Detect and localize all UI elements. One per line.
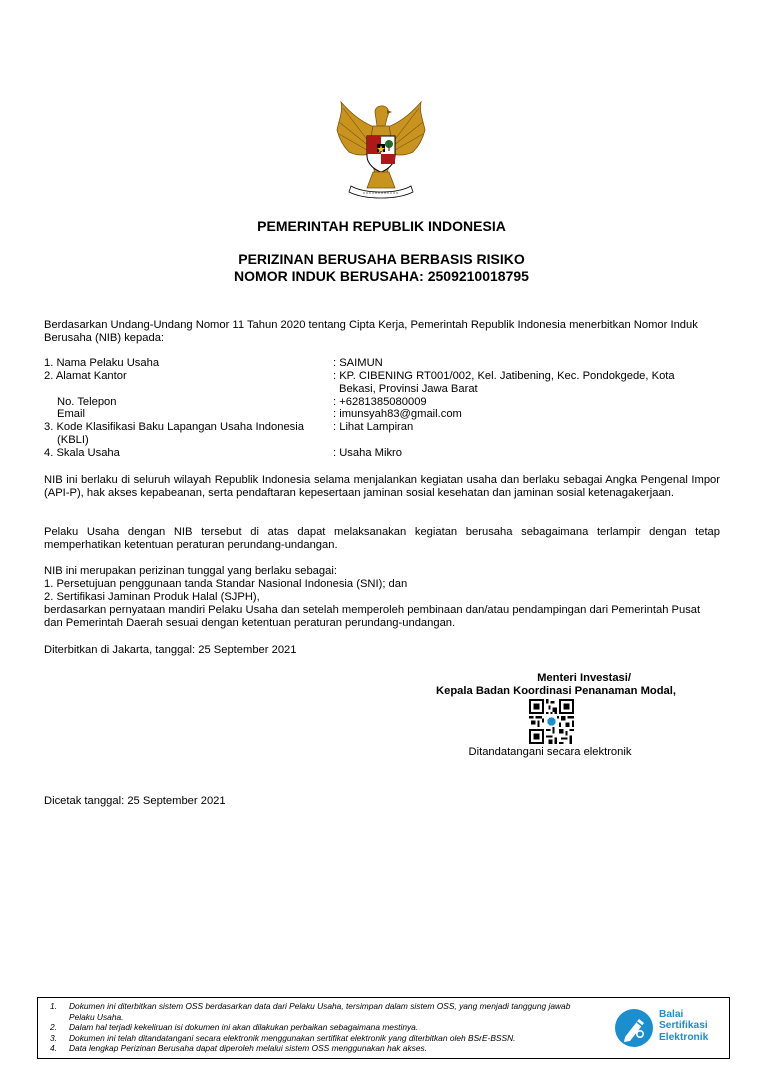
nib-number: NOMOR INDUK BERUSAHA: 2509210018795	[234, 268, 529, 284]
signatory-title: Menteri Investasi/	[537, 672, 631, 684]
field-value: : +6281385080009	[333, 396, 427, 408]
field-value: : SAIMUN	[333, 357, 383, 369]
footer-note	[50, 1043, 590, 1054]
electronic-signature-note: Ditandatangani secara elektronik	[468, 746, 632, 758]
field-value: : Lihat Lampiran	[333, 421, 414, 433]
issued-date: Diterbitkan di Jakarta, tanggal: 25 September 2021	[44, 644, 297, 656]
bsre-line: Balai	[659, 1009, 684, 1020]
footer-notes-box	[37, 997, 730, 1059]
bsre-line: Sertifikasi	[659, 1020, 708, 1032]
field-label: 4. Skala Usaha	[44, 447, 120, 459]
license-item: 2. Sertifikasi Jaminan Produk Halal (SJPH),	[44, 591, 260, 603]
field-value: Bekasi, Provinsi Jawa Barat	[339, 383, 478, 395]
validity-paragraph: NIB ini berlaku di seluruh wilayah Republik Indonesia selama menjalankan kegiatan usaha dan berlaku sebagai Angka Pengenal Impor (API-P), hak akses kepabeanan, serta pendaftaran kepesertaan jaminan sosial kesehatan dan jaminan sosial ketenagakerjaan.	[44, 474, 720, 499]
activity-paragraph: Pelaku Usaha dengan NIB tersebut di atas dapat melaksanakan kegiatan berusaha sebagaimana terlampir dengan tetap memperhatikan ketentuan peraturan perundang-undangan.	[44, 526, 720, 551]
field-label: (KBLI)	[57, 434, 89, 446]
footer-note-number: 4.	[50, 1043, 57, 1054]
bsre-line: Elektronik	[659, 1031, 709, 1043]
qr-code-icon	[529, 699, 574, 744]
footer-note-number: 3.	[50, 1032, 57, 1043]
bsre-pen-icon	[613, 1007, 655, 1049]
field-value: : Usaha Mikro	[333, 447, 403, 459]
footer-note-number: 1.	[50, 1001, 57, 1011]
license-closing: berdasarkan pernyataan mandiri Pelaku Usaha dan setelah memperoleh pembinaan dan/atau pendampingan dari Pemerintah Pusat dan Pemerintah Daerah sesuai dengan ketentuan peraturan perundang-undangan.	[44, 604, 701, 629]
footer-note-text: Dokumen ini diterbitkan sistem OSS berdasarkan data dari Pelaku Usaha, tersimpan dalam sistem OSS, yang menjadi tanggung jawab Pelaku Usaha.	[69, 1001, 571, 1022]
footer-note-text: Data lengkap Perizinan Berusaha dapat diperoleh melalui sistem OSS menggunakan hak akses.	[69, 1043, 428, 1054]
field-value: : imunsyah83@gmail.com	[333, 408, 462, 420]
intro-paragraph: Berdasarkan Undang-Undang Nomor 11 Tahun 2020 tentang Cipta Kerja, Pemerintah Republik Indonesia menerbitkan Nomor Induk Berusaha (NIB) kepada:	[44, 319, 698, 344]
footer-note	[50, 1001, 590, 1022]
footer-notes-list	[50, 1001, 590, 1054]
field-value: : KP. CIBENING RT001/002, Kel. Jatibening, Kec. Pondokgede, Kota	[333, 370, 675, 382]
printed-date: Dicetak tanggal: 25 September 2021	[44, 795, 226, 807]
footer-note	[50, 1033, 590, 1044]
footer-note-text: Dokumen ini telah ditandatangani secara elektronik menggunakan sertifikat elektronik yang diterbitkan oleh BSrE-BSSN.	[69, 1032, 516, 1043]
footer-note	[50, 1022, 590, 1033]
signatory-office: Kepala Badan Koordinasi Penanaman Modal,	[436, 685, 676, 697]
document-title: PERIZINAN BERUSAHA BERBASIS RISIKO	[238, 251, 525, 267]
license-item: 1. Persetujuan penggunaan tanda Standar Nasional Indonesia (SNI); dan	[44, 578, 408, 590]
bsre-name	[659, 1009, 708, 1043]
license-intro: NIB ini merupakan perizinan tunggal yang berlaku sebagai:	[44, 565, 337, 577]
footer-note-number: 2.	[50, 1022, 57, 1033]
government-heading: PEMERINTAH REPUBLIK INDONESIA	[257, 218, 506, 234]
field-label: No. Telepon	[57, 396, 117, 408]
field-label: 2. Alamat Kantor	[44, 370, 127, 382]
garuda-emblem-icon	[329, 98, 433, 202]
field-label: 1. Nama Pelaku Usaha	[44, 357, 160, 369]
footer-note-text: Dalam hal terjadi kekeliruan isi dokumen ini akan dilakukan perbaikan sebagaimana mestinya.	[69, 1022, 419, 1033]
field-label: 3. Kode Klasifikasi Baku Lapangan Usaha Indonesia	[44, 421, 304, 433]
field-label: Email	[57, 408, 85, 420]
bsre-logo	[613, 1007, 725, 1049]
